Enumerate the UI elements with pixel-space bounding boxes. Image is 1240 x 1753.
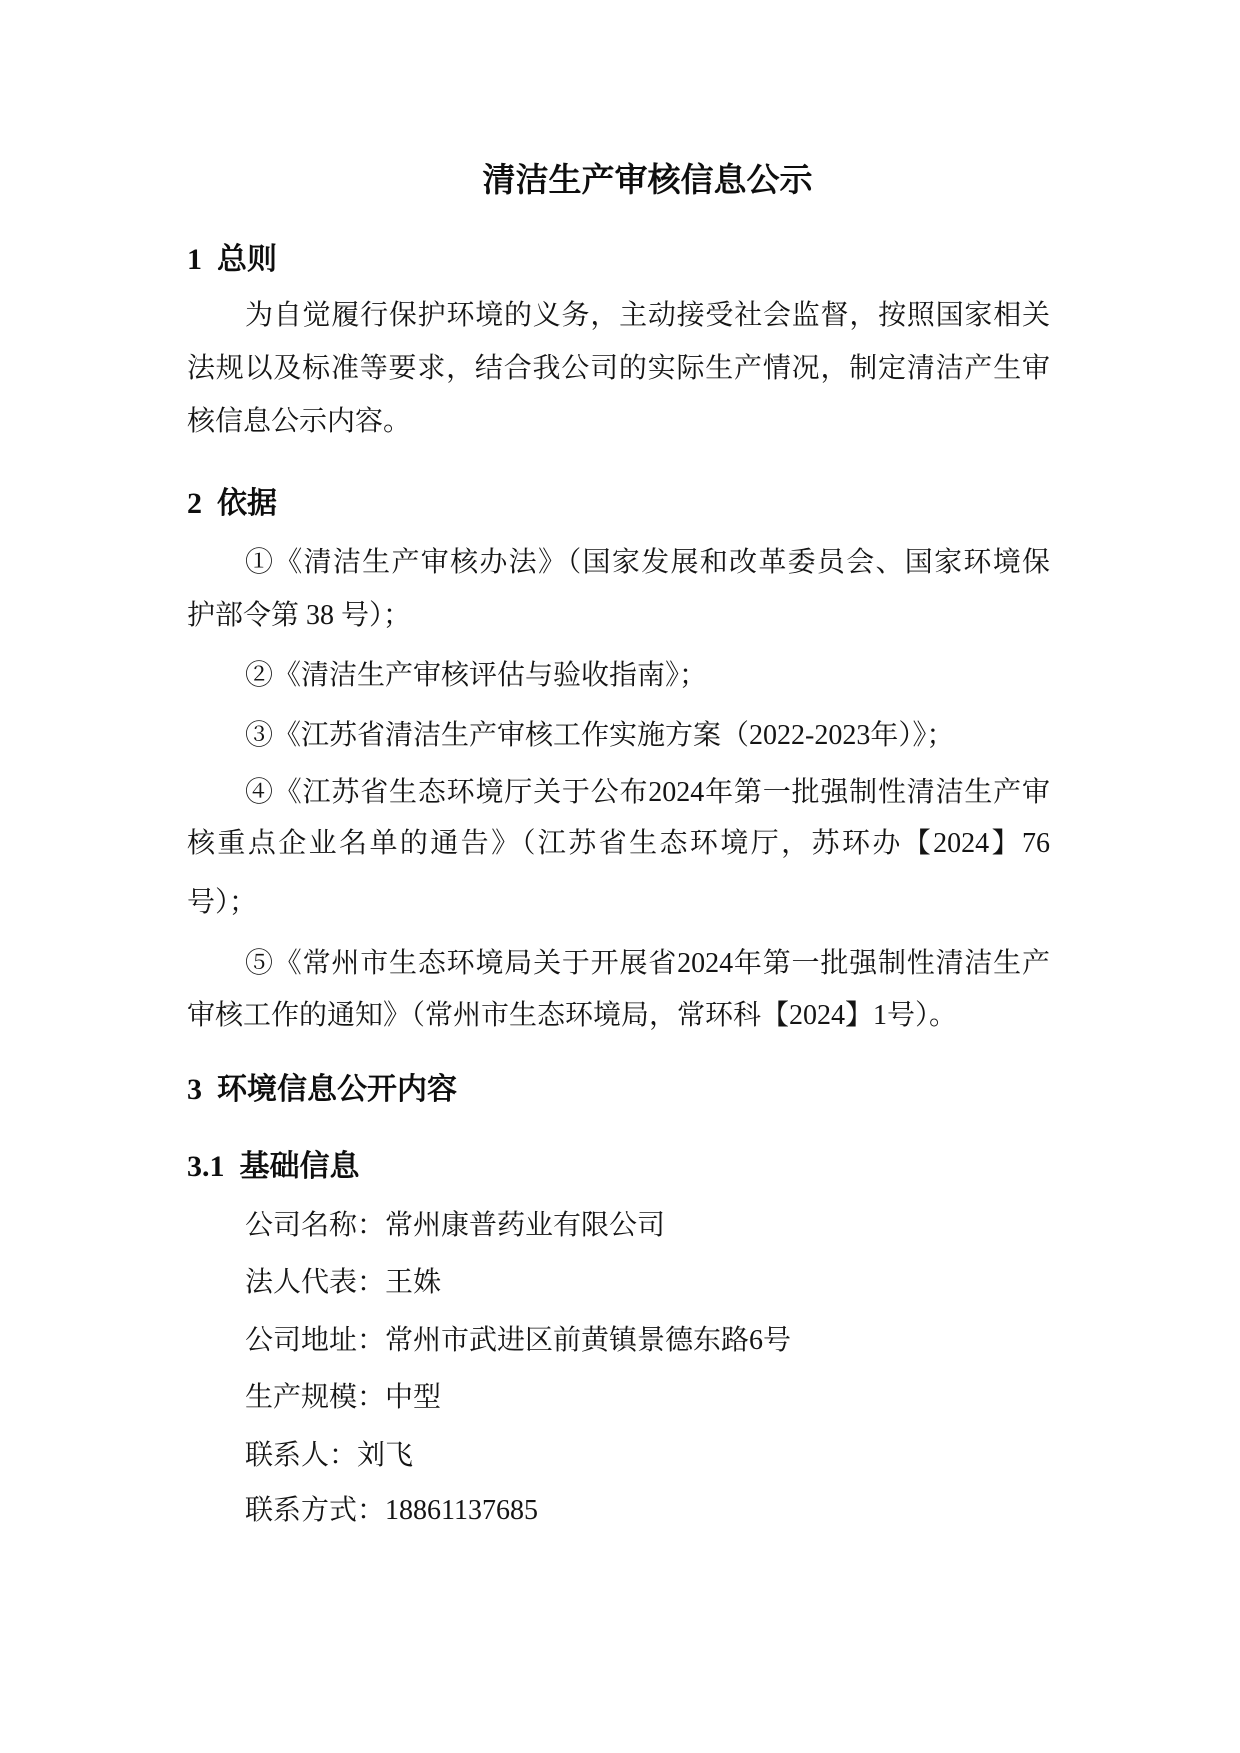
info-field-company-name [187, 1207, 1050, 1245]
section-heading-1: 1 总则 [187, 243, 277, 276]
list-item-5-line: ⑤《常州市生态环境局关于开展省2024年第一批强制性清洁生产 [245, 948, 1050, 979]
list-item-5-line: 审核工作的通知》（常州市生态环境局，常环科【2024】1号）。 [187, 1000, 958, 1031]
list-item-1-line: ①《清洁生产审核办法》（国家发展和改革委员会、国家环境保 [245, 547, 1050, 578]
subsection-heading-3-1: 3.1 基础信息 [187, 1150, 360, 1183]
list-item-4-line: 核重点企业名单的通告》（江苏省生态环境厅，苏环办【2024】76 [187, 828, 1050, 859]
info-field-contact-person [187, 1437, 1050, 1475]
field-label: 生产规模： [245, 1382, 386, 1413]
info-field-production-scale [187, 1379, 1050, 1417]
list-item-3-line: ③《江苏省清洁生产审核工作实施方案（2022-2023年）》； [245, 720, 955, 751]
field-value: 常州康普药业有限公司 [385, 1210, 666, 1241]
info-field-company-address [187, 1322, 1050, 1360]
field-label: 公司地址： [245, 1325, 386, 1356]
field-value: 中型 [385, 1382, 442, 1413]
list-item-4-line: ④《江苏省生态环境厅关于公布2024年第一批强制性清洁生产审 [245, 777, 1050, 808]
section-heading-2: 2 依据 [187, 487, 277, 520]
paragraph-line: 核信息公示内容。 [187, 406, 412, 437]
document-title: 清洁生产审核信息公示 [482, 163, 813, 199]
field-value: 18861137685 [385, 1495, 538, 1526]
info-field-contact-phone [187, 1492, 1050, 1530]
field-value: 王姝 [385, 1267, 442, 1298]
section-heading-3: 3 环境信息公开内容 [187, 1073, 457, 1106]
list-item-2-line: ②《清洁生产审核评估与验收指南》； [245, 660, 708, 691]
info-field-legal-representative [187, 1264, 1050, 1302]
list-item-1-line: 护部令第 38 号）； [187, 600, 412, 631]
field-label: 法人代表： [245, 1267, 386, 1298]
field-label: 联系方式： [245, 1495, 386, 1526]
field-label: 联系人： [245, 1440, 358, 1471]
list-item-4-line: 号）； [187, 887, 258, 918]
paragraph-line: 法规以及标准等要求，结合我公司的实际生产情况，制定清洁产生审 [187, 353, 1050, 384]
field-value: 刘飞 [357, 1440, 414, 1471]
paragraph-line: 为自觉履行保护环境的义务，主动接受社会监督，按照国家相关 [245, 300, 1050, 331]
field-value: 常州市武进区前黄镇景德东路6号 [385, 1325, 792, 1356]
field-label: 公司名称： [245, 1210, 386, 1241]
